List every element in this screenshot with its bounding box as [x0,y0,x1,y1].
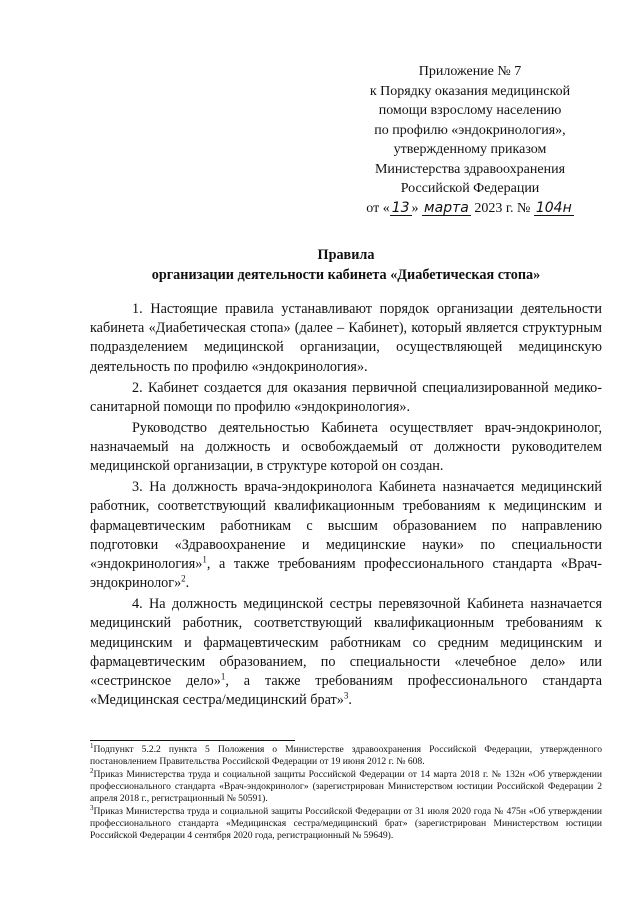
footnote-2 [90,766,602,806]
paragraph-5-text-a: 4. На должность медицинской сестры перевязочной Кабинета назначается медицинский работник, соответствующий квалификационным требованиям к медицинским и фармацевтическим работникам со средним медицинским и фармацевтическим образованием, по специальности «лечебное дело» или «сестринское дело» [90,596,602,690]
footnote-1 [90,741,602,768]
handwritten-day: 13 [391,199,410,216]
appendix-line: Приложение № 7 [418,64,522,79]
title-line-1: Правила [317,247,375,263]
order-date-line [330,199,610,219]
footnote-3 [90,803,602,843]
appendix-header [330,62,610,218]
paragraph-5-text-b: , а также требованиям профессионального стандарта «Медицинская сестра/медицинский брат» [90,673,602,709]
appendix-line: к Порядку оказания медицинской [369,83,571,99]
footnote-ref: 3 [343,690,349,701]
appendix-line: Российской Федерации [400,181,540,196]
footnote-divider [90,740,295,741]
footnote-2-text: Приказ Министерства труда и социальной защиты Российской Федерации от 14 марта 2018 г. № 132н «Об утверждении профессионального стандарта «Врач-эндокринолог» (зарегистрирован Министерством юстиции Российской Федерации 2 апреля 2018 г., регистрационный № 50591). [90,768,602,805]
document-title [90,245,602,285]
paragraph-2: 2. Кабинет создается для оказания первичной специализированной медико-санитарной помощи по профилю «эндокринология». [90,379,602,415]
footnote-number: 1 [90,741,94,750]
footnote-ref: 1 [220,671,226,682]
paragraph-4-end: . [185,575,190,592]
year-text: 2023 г. № [474,200,531,216]
footnote-1-text: Подпункт 5.2.2 пункта 5 Положения о Министерстве здравоохранения Российской Федерации, утвержденного постановлением Правительства Российской Федерации от 19 июня 2012 г. № 608. [90,744,602,768]
paragraph-4-text-a: 3. На должность врача-эндокринолога Кабинета назначается медицинский работник, соответствующий квалификационным требованиям к медицинским и фармацевтическим работникам с высшим образованием по направлению подготовки «Здравоохранение и медицинские науки» по специальности «эндокринология» [90,479,602,573]
appendix-line: утвержденному приказом [393,142,547,157]
paragraph-4 [90,478,602,593]
footnotes [90,741,602,843]
date-prefix: от « [366,200,390,216]
paragraph-4-text-b: , а также требованиям профессионального стандарта «Врач-эндокринолог» [90,556,602,592]
document-body [90,300,602,712]
paragraph-1: 1. Настоящие правила устанавливают порядок организации деятельности кабинета «Диабетическая стопа» (далее – Кабинет), который является структурным подразделением медицинской организации, осуществляющей медицинскую деятельность по профилю «эндокринология». [90,301,602,375]
footnote-ref: 2 [181,573,186,584]
footnote-number: 2 [90,766,94,775]
paragraph-5 [90,595,602,710]
handwritten-order-number: 104н [535,199,572,216]
appendix-line: по профилю «эндокринология», [374,122,566,138]
paragraph-3: Руководство деятельностью Кабинета осуществляет врач-эндокринолог, назначаемый на должность и освобождаемый от должности руководителем медицинской организации, в структуре которой он создан. [90,419,602,475]
appendix-line: помощи взрослому населению [378,103,562,118]
date-mid: » [411,200,419,216]
footnote-ref: 1 [202,554,207,565]
title-line-2: организации деятельности кабинета «Диабетическая стопа» [151,267,541,283]
handwritten-month: марта [424,199,469,216]
appendix-line: Министерства здравоохранения [374,161,566,177]
footnote-number: 3 [90,803,94,812]
footnote-3-text: Приказ Министерства труда и социальной защиты Российской Федерации от 31 июля 2020 года № 475н «Об утверждении профессионального стандарта «Медицинская сестра/медицинский брат» (зарегистрирован Министерством юстиции Российской Федерации 4 сентября 2020 года, регистрационный № 59649). [90,806,602,842]
paragraph-5-end: . [348,692,352,709]
